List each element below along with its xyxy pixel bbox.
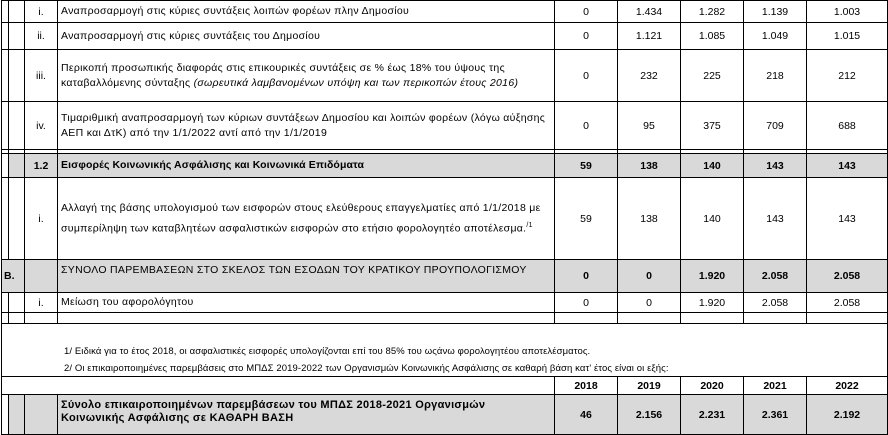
- cell-2022: 1.015: [807, 23, 888, 50]
- table-row: [2, 178, 888, 260]
- cell-2020: 375: [681, 102, 744, 150]
- row-description: Μείωση του αφορολόγητου: [58, 293, 555, 313]
- row-description: [58, 178, 555, 260]
- table-row: [2, 50, 888, 102]
- cell-2019: 1.121: [618, 23, 681, 50]
- row-description: Αναπροσαρμογή στις κύριες συντάξεις του Δημοσίου: [58, 23, 555, 50]
- cell-2020: 1.920: [681, 260, 744, 293]
- year-header: 2019: [618, 377, 681, 395]
- row-index: iv.: [25, 102, 58, 150]
- cell-2019: 1.434: [618, 1, 681, 23]
- row-description-main: Περικοπή προσωπικής διαφοράς στις επικουρικές συντάξεις σε % έως 18% του ύψους της καταβαλλόμενης σύνταξης: [61, 61, 505, 89]
- cell-2021: 709: [744, 102, 807, 150]
- section-row: [2, 260, 888, 293]
- cell-2021: 218: [744, 50, 807, 102]
- cell-2020: 140: [681, 178, 744, 260]
- table-row: [2, 1, 888, 23]
- cell-2021: 2.058: [744, 260, 807, 293]
- cell-2021: 2.361: [744, 395, 807, 435]
- year-header: 2018: [555, 377, 618, 395]
- cell-2019: 0: [618, 293, 681, 313]
- cell-2021: 1.139: [744, 1, 807, 23]
- summary-row: [2, 395, 888, 435]
- row-index: i.: [25, 1, 58, 23]
- cell-2022: 1.003: [807, 1, 888, 23]
- cell-2018: 0: [555, 1, 618, 23]
- year-header: 2020: [681, 377, 744, 395]
- notes-row: [2, 324, 888, 377]
- budget-table: [1, 0, 888, 435]
- cell-2021: 143: [744, 178, 807, 260]
- row-description: [58, 50, 555, 102]
- cell-2020: 140: [681, 154, 744, 178]
- cell-2022: 212: [807, 50, 888, 102]
- cell-2021: 2.058: [744, 293, 807, 313]
- cell-2020: 1.282: [681, 1, 744, 23]
- year-header: 2022: [807, 377, 888, 395]
- section-title: ΣΥΝΟΛΟ ΠΑΡΕΜΒΑΣΕΩΝ ΣΤΟ ΣΚΕΛΟΣ ΤΩΝ ΕΣΟΔΩΝ ΤΟΥ ΚΡΑΤΙΚΟΥ ΠΡΟΥΠΟΛΟΓΙΣΜΟΥ: [58, 260, 555, 293]
- summary-title: Σύνολο επικαιροποιημένων παρεμβάσεων του ΜΠΔΣ 2018-2021 Οργανισμών Κοινωνικής Ασφάλισης σε ΚΑΘΑΡΗ ΒΑΣΗ: [58, 395, 555, 435]
- cell-2018: 0: [555, 50, 618, 102]
- cell-2018: 46: [555, 395, 618, 435]
- section-letter: Β.: [2, 260, 25, 293]
- row-description: Τιμαριθμική αναπροσαρμογή των κύριων συντάξεων Δημοσίου και λοιπών φορέων (λόγω αύξησης ΑΕΠ και ΔτΚ) από την 1/1/2022 αντί από την 1/1/2019: [58, 102, 555, 150]
- cell-2018: 59: [555, 178, 618, 260]
- cell-2021: 1.049: [744, 23, 807, 50]
- section-row: [2, 154, 888, 178]
- cell-2020: 1.920: [681, 293, 744, 313]
- section-number: 1.2: [25, 154, 58, 178]
- row-index: iii.: [25, 50, 58, 102]
- cell-2022: 688: [807, 102, 888, 150]
- spacer-row: [2, 313, 888, 324]
- cell-2022: 2.192: [807, 395, 888, 435]
- row-index: ii.: [25, 23, 58, 50]
- table-row: [2, 23, 888, 50]
- cell-2020: 2.231: [681, 395, 744, 435]
- cell-2018: 59: [555, 154, 618, 178]
- cell-2020: 225: [681, 50, 744, 102]
- cell-2019: 95: [618, 102, 681, 150]
- cell-2022: 2.058: [807, 260, 888, 293]
- cell-2019: 0: [618, 260, 681, 293]
- cell-2019: 138: [618, 154, 681, 178]
- cell-2018: 0: [555, 23, 618, 50]
- row-description: Αναπροσαρμογή στις κύριες συντάξεις λοιπών φορέων πλην Δημοσίου: [58, 1, 555, 23]
- cell-2018: 0: [555, 260, 618, 293]
- cell-2019: 232: [618, 50, 681, 102]
- table-row: [2, 293, 888, 313]
- footnote-ref: /1: [526, 221, 533, 229]
- footnote-1: 1/ Ειδικά για το έτος 2018, οι ασφαλιστικές εισφορές υπολογίζονται επί του 85% του ωςάνω φορολογητέου αποτελέσματος.: [64, 346, 591, 357]
- cell-2022: 143: [807, 178, 888, 260]
- cell-2022: 143: [807, 154, 888, 178]
- section-title: Εισφορές Κοινωνικής Ασφάλισης και Κοινωνικά Επιδόματα: [58, 154, 555, 178]
- table-row: [2, 102, 888, 150]
- row-description-text: Αλλαγή της βάσης υπολογισμού των εισφορών στους ελεύθερους επαγγελματίες από 1/1/2018 με συμπερίληψη των καταβλητέων ασφαλιστικών εισφορών στο ετήσιο φορολογητέο αποτέλεσμα.: [61, 201, 541, 235]
- year-header: 2021: [744, 377, 807, 395]
- cell-2018: 0: [555, 293, 618, 313]
- row-index: i.: [25, 293, 58, 313]
- cell-2022: 2.058: [807, 293, 888, 313]
- cell-2019: 138: [618, 178, 681, 260]
- row-index: i.: [25, 178, 58, 260]
- row-description-note: (σωρευτικά λαμβανομένων υπόψη και των περικοπών έτους 2016): [193, 76, 519, 89]
- cell-2020: 1.085: [681, 23, 744, 50]
- footnote-2: 2/ Οι επικαιροποιημένες παρεμβάσεις στο ΜΠΔΣ 2019-2022 των Οργανισμών Κοινωνικής Ασφάλισης σε καθαρή βάση κατ' έτος είναι οι εξής:: [64, 363, 669, 374]
- years-header-row: [2, 377, 888, 395]
- cell-2018: 0: [555, 102, 618, 150]
- cell-2019: 2.156: [618, 395, 681, 435]
- cell-2021: 143: [744, 154, 807, 178]
